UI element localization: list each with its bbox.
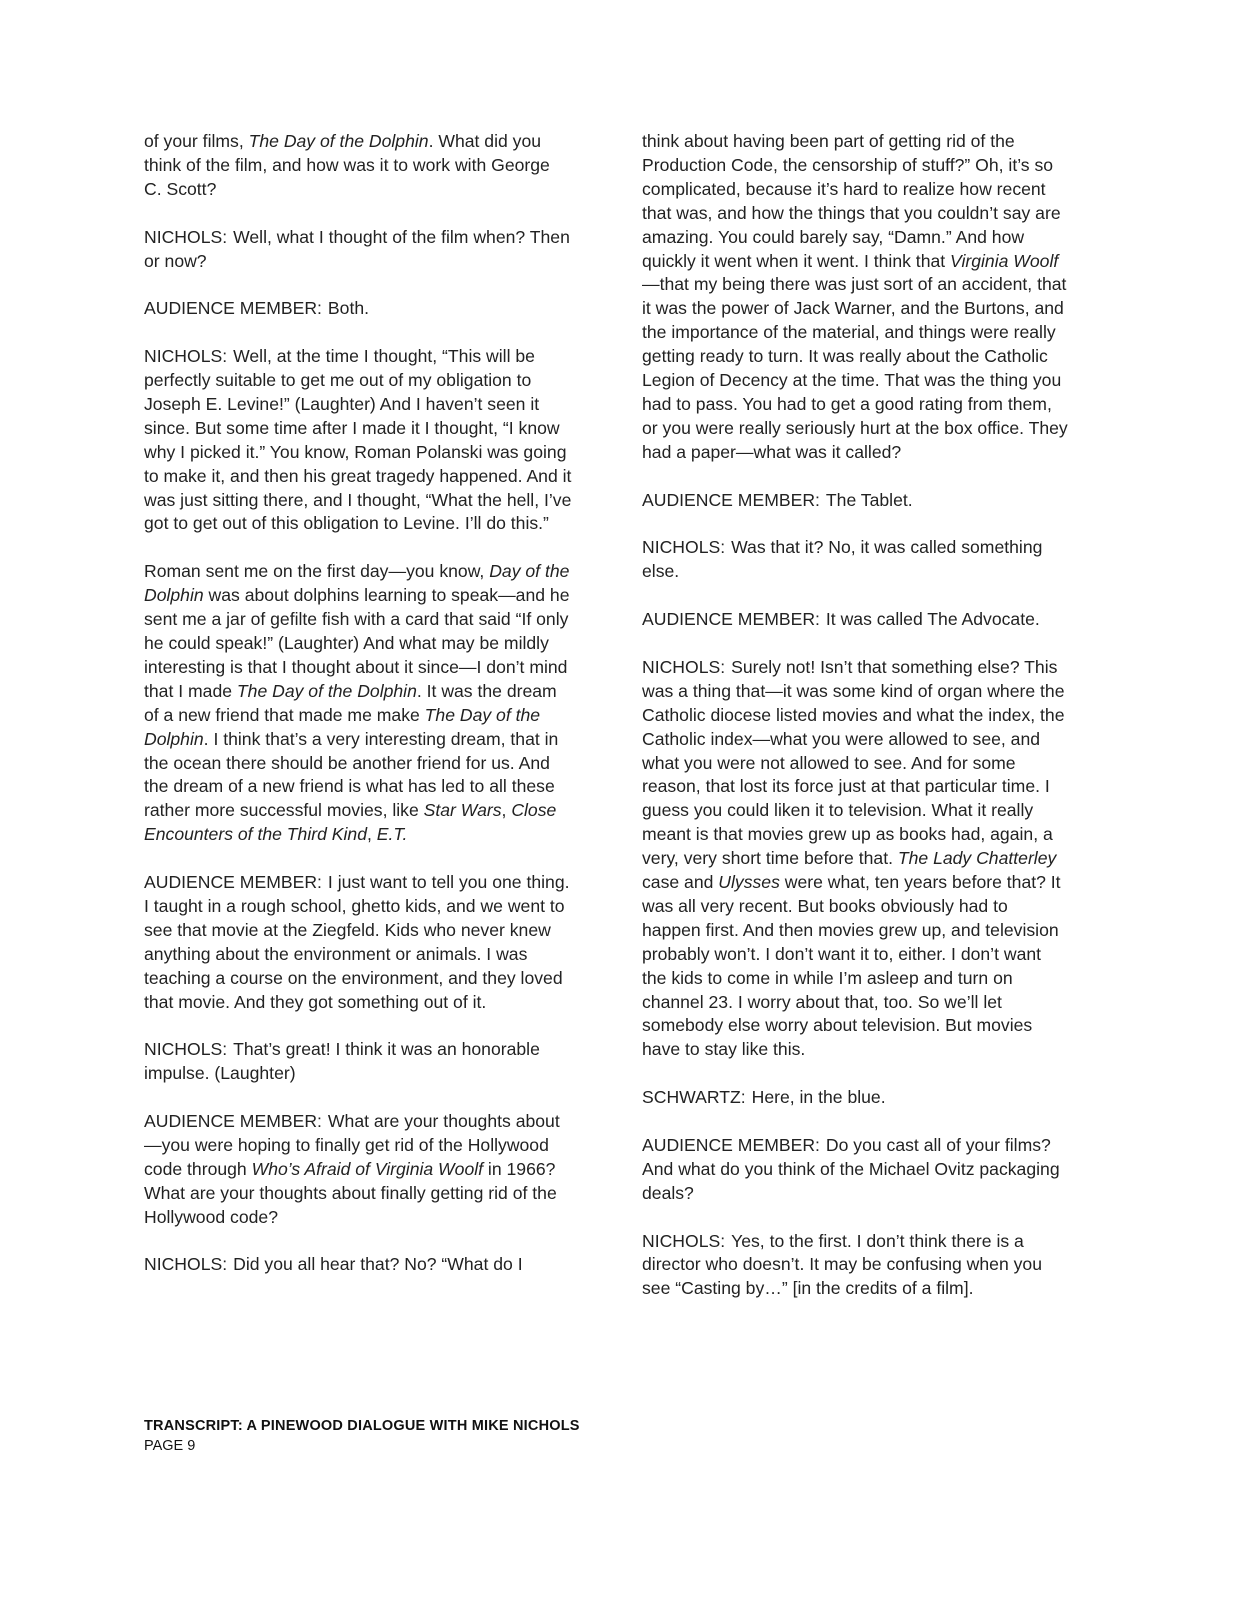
paragraph: AUDIENCE MEMBER: I just want to tell you one thing. I taught in a rough school, ghetto kids, and we went to see that movie at the Ziegfeld. Kids who never knew anything about the environment or animals. I was teaching a course on the environment, and they loved that movie. And they got something out of it. [144,872,570,1012]
film-title: Star Wars [423,800,502,821]
page-number: PAGE 9 [144,1438,196,1454]
paragraph: NICHOLS: That’s great! I think it was an honorable impulse. (Laughter) [144,1039,540,1084]
film-title: The Day of the Dolphin [248,131,429,151]
film-title: Ulysses [718,872,780,893]
paragraph: AUDIENCE MEMBER: It was called The Advocate. [642,609,1040,630]
film-title: Close Encounters of the Third Kind [144,800,557,845]
paragraph: AUDIENCE MEMBER: What are your thoughts about—you were hoping to finally get rid of the Hollywood code through Who’s Afraid of Virginia Woolf in 1966? What are your thoughts about finally getting rid of the Hollywood code? [144,1111,560,1227]
speaker-label: NICHOLS: [144,1254,228,1275]
film-title: The Lady Chatterley [897,848,1057,869]
speaker-label: NICHOLS: [144,346,228,367]
film-title: The Day of the Dolphin [236,680,417,701]
paragraph: NICHOLS: Did you all hear that? No? “What do I [144,1254,523,1275]
speaker-label: SCHWARTZ: [642,1087,746,1108]
film-title: The Day of the Dolphin [144,704,541,749]
speaker-label: NICHOLS: [144,226,228,247]
paragraph: of your films, The Day of the Dolphin. What did you think of the film, and how was it to work with George C. Scott? [144,131,550,199]
footer-title: TRANSCRIPT: A PINEWOOD DIALOGUE WITH MIKE NICHOLS [144,1418,580,1434]
speaker-label: AUDIENCE MEMBER: [642,1134,820,1155]
paragraph: AUDIENCE MEMBER: The Tablet. [642,489,913,510]
right-column [642,130,1070,1325]
film-title: Day of the Dolphin [144,561,570,606]
speaker-label: NICHOLS: [144,1039,228,1060]
speaker-label: NICHOLS: [642,656,726,677]
paragraph: NICHOLS: Well, what I thought of the film when? Then or now? [144,226,570,271]
speaker-label: AUDIENCE MEMBER: [642,609,820,630]
paragraph: AUDIENCE MEMBER: Both. [144,298,370,319]
page-footer [144,1416,580,1456]
paragraph: NICHOLS: Surely not! Isn’t that something else? This was a thing that—it was some kind of organ where the Catholic diocese listed movies and what the index, the Catholic index—what you were allowed to see, and what you were not allowed to see. And for some reason, that lost its force just at that particular time. I guess you could liken it to television. What it really meant is that movies grew up as books had, again, a very, very short time before that. The Lady Chatterley case and Ulysses were what, ten years before that? It was all very recent. But books obviously had to happen first. And then movies grew up, and television probably won’t. I don’t want it to, either. I don’t want the kids to come in while I’m asleep and turn on channel 23. I worry about that, too. So we’ll let somebody else worry about television. But movies have to stay like this. [642,656,1065,1060]
speaker-label: NICHOLS: [642,537,726,558]
speaker-label: NICHOLS: [642,1230,726,1251]
paragraph: SCHWARTZ: Here, in the blue. [642,1087,886,1108]
paragraph: AUDIENCE MEMBER: Do you cast all of your films? And what do you think of the Michael Ovitz packaging deals? [642,1134,1060,1203]
speaker-label: AUDIENCE MEMBER: [144,298,322,319]
paragraph: NICHOLS: Well, at the time I thought, “This will be perfectly suitable to get me out of my obligation to Joseph E. Levine!” (Laughter) And I haven’t seen it since. But some time after I made it I thought, “I know why I picked it.” You know, Roman Polanski was going to make it, and then his great tragedy happened. And it was just sitting there, and I thought, “What the hell, I’ve got to get out of this obligation to Levine. I’ll do this.” [144,346,572,534]
paragraph: think about having been part of getting rid of the Production Code, the censorship of stuff?” Oh, it’s so complicated, because it’s hard to realize how recent that was, and how the things that you couldn’t say are amazing. You could barely say, “Damn.” And how quickly it went when it went. I think that Virginia Woolf—that my being there was just sort of an accident, that it was the power of Jack Warner, and the Burtons, and the importance of the material, and things were really getting ready to turn. It was really about the Catholic Legion of Decency at the time. That was the thing you had to pass. You had to get a good rating from them, or you were really seriously hurt at the box office. They had a paper—what was it called? [642,131,1068,462]
film-title: E.T. [376,824,408,845]
film-title: Virginia Woolf [950,250,1059,271]
speaker-label: AUDIENCE MEMBER: [144,1111,322,1132]
left-column [144,130,572,1301]
paragraph: Roman sent me on the first day—you know, Day of the Dolphin was about dolphins learning to speak—and he sent me a jar of gefilte fish with a card that said “If only he could speak!” (Laughter) And what may be mildly interesting is that I thought about it since—I don’t mind that I made The Day of the Dolphin. It was the dream of a new friend that made me make The Day of the Dolphin. I think that’s a very interesting dream, that in the ocean there should be another friend for us. And the dream of a new friend is what has led to all these rather more successful movies, like Star Wars, Close Encounters of the Third Kind, E.T. [144,561,570,845]
paragraph: NICHOLS: Yes, to the first. I don’t think there is a director who doesn’t. It may be confusing when you see “Casting by…” [in the credits of a film]. [642,1230,1042,1299]
speaker-label: AUDIENCE MEMBER: [642,489,820,510]
speaker-label: AUDIENCE MEMBER: [144,872,322,893]
film-title: Who’s Afraid of Virginia Woolf [251,1158,484,1179]
paragraph: NICHOLS: Was that it? No, it was called something else. [642,537,1043,582]
